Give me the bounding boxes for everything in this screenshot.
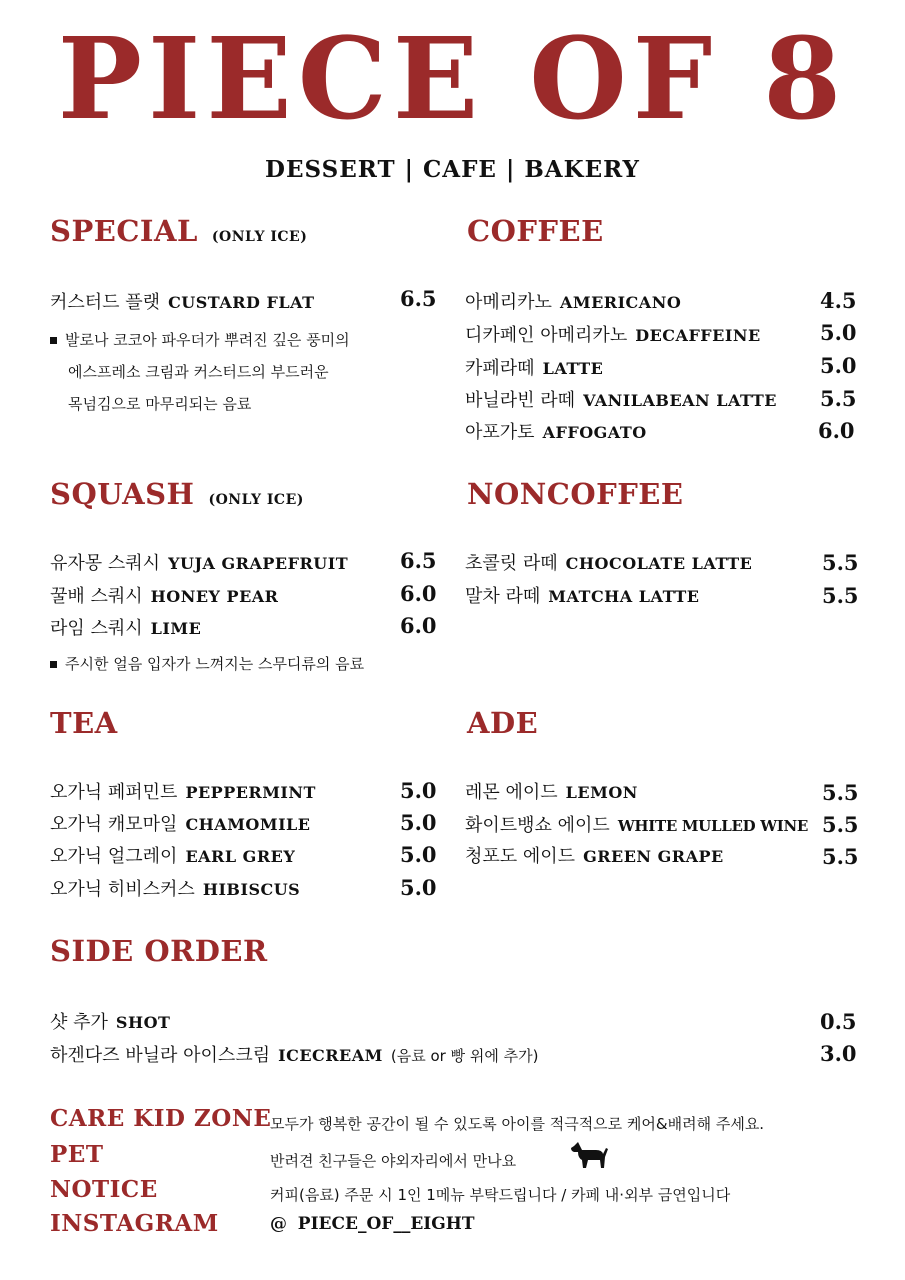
desc-line: 발로나 코코아 파우더가 뿌려진 깊은 풍미의 bbox=[65, 331, 350, 349]
item-kr: 아메리카노 bbox=[465, 292, 552, 313]
item-price: 6.0 bbox=[818, 418, 855, 443]
section-title-tea: TEA bbox=[50, 706, 118, 740]
menu-item-peppermint bbox=[50, 778, 316, 804]
item-note: (음료 or 빵 위에 추가) bbox=[390, 1047, 539, 1065]
item-en: PEPPERMINT bbox=[185, 783, 316, 802]
notice-text: 커피(음료) 주문 시 1인 1메뉴 부탁드립니다 / 카페 내·외부 금연입니다 bbox=[270, 1186, 731, 1204]
item-en: LIME bbox=[150, 619, 202, 638]
menu-item-latte bbox=[465, 354, 603, 380]
item-en: ICECREAM bbox=[278, 1046, 383, 1065]
menu-item-earl-grey bbox=[50, 842, 295, 868]
item-en: VANILABEAN LATTE bbox=[583, 391, 777, 410]
item-kr: 하겐다즈 바닐라 아이스크림 bbox=[50, 1045, 271, 1066]
item-price: 5.5 bbox=[820, 386, 857, 411]
item-en: GREEN GRAPE bbox=[583, 847, 724, 866]
bullet-icon bbox=[50, 337, 57, 344]
item-price: 6.5 bbox=[400, 548, 437, 573]
item-kr: 라임 스쿼시 bbox=[50, 618, 143, 639]
item-kr: 유자몽 스쿼시 bbox=[50, 553, 161, 574]
item-price: 5.0 bbox=[400, 842, 437, 867]
item-en: DECAFFEINE bbox=[635, 326, 761, 345]
menu-item-icecream bbox=[50, 1041, 538, 1067]
item-kr: 말차 라떼 bbox=[465, 586, 541, 607]
desc-line: 주시한 얼음 입자가 느껴지는 스무디류의 음료 bbox=[65, 655, 365, 673]
item-price: 6.5 bbox=[400, 286, 437, 311]
item-price: 5.5 bbox=[822, 812, 859, 837]
item-kr: 카페라떼 bbox=[465, 358, 535, 379]
item-kr: 디카페인 아메리카노 bbox=[465, 325, 628, 346]
squash-description bbox=[50, 648, 364, 680]
item-en: AMERICANO bbox=[559, 293, 682, 312]
menu-item-americano bbox=[465, 288, 681, 314]
item-kr: 커스터드 플랫 bbox=[50, 292, 161, 313]
bullet-icon bbox=[50, 661, 57, 668]
item-price: 6.0 bbox=[400, 613, 437, 638]
menu-item-lime bbox=[50, 614, 201, 640]
item-kr: 아포가토 bbox=[465, 422, 535, 443]
item-price: 5.5 bbox=[822, 844, 859, 869]
item-price: 0.5 bbox=[820, 1009, 857, 1034]
page-subtitle: DESSERT | CAFE | BAKERY bbox=[265, 156, 640, 183]
section-title-noncoffee: NONCOFFEE bbox=[467, 477, 684, 511]
pet-text: 반려견 친구들은 야외자리에서 만나요 bbox=[270, 1152, 517, 1170]
item-kr: 바닐라빈 라떼 bbox=[465, 390, 576, 411]
section-title-coffee: COFFEE bbox=[467, 214, 604, 248]
item-kr: 오가닉 페퍼민트 bbox=[50, 782, 178, 803]
section-title-ade: ADE bbox=[467, 706, 539, 740]
item-kr: 화이트뱅쇼 에이드 bbox=[465, 815, 610, 836]
at-icon: @ bbox=[270, 1214, 287, 1234]
pet-label: PET bbox=[50, 1141, 104, 1168]
item-en: EARL GREY bbox=[185, 847, 296, 866]
item-en: WHITE MULLED WINE bbox=[617, 817, 809, 835]
instagram-handle-row bbox=[270, 1214, 474, 1234]
menu-item-vanilabean-latte bbox=[465, 386, 777, 412]
dog-icon bbox=[568, 1140, 610, 1172]
item-price: 5.5 bbox=[822, 780, 859, 805]
instagram-handle[interactable]: PIECE_OF__EIGHT bbox=[297, 1214, 475, 1234]
item-en: AFFOGATO bbox=[542, 423, 647, 442]
desc-line: 목넘김으로 마무리되는 음료 bbox=[68, 395, 252, 413]
item-en: LATTE bbox=[542, 359, 604, 378]
item-en: YUJA GRAPEFRUIT bbox=[168, 554, 349, 573]
menu-item-lemon bbox=[465, 778, 638, 804]
item-price: 4.5 bbox=[820, 288, 857, 313]
menu-item-hibiscus bbox=[50, 875, 300, 901]
special-description bbox=[50, 324, 350, 420]
item-kr: 오가닉 히비스커스 bbox=[50, 879, 195, 900]
item-en: HONEY PEAR bbox=[150, 587, 279, 606]
item-kr: 꿀배 스쿼시 bbox=[50, 586, 143, 607]
page-title: PIECE OF 8 bbox=[57, 14, 848, 145]
item-price: 3.0 bbox=[820, 1041, 857, 1066]
special-title: SPECIAL bbox=[50, 214, 198, 248]
item-price: 5.0 bbox=[820, 353, 857, 378]
item-en: SHOT bbox=[115, 1013, 171, 1032]
item-en: CHOCOLATE LATTE bbox=[565, 554, 753, 573]
menu-item-custard-flat bbox=[50, 288, 315, 314]
item-price: 5.0 bbox=[400, 875, 437, 900]
special-note: (ONLY ICE) bbox=[211, 229, 308, 245]
item-kr: 오가닉 캐모마일 bbox=[50, 814, 178, 835]
item-en: CHAMOMILE bbox=[185, 815, 311, 834]
menu-item-yuja-grapefruit bbox=[50, 549, 348, 575]
item-en: HIBISCUS bbox=[202, 880, 301, 899]
care-kid-zone-label: CARE KID ZONE bbox=[50, 1105, 272, 1132]
instagram-label: INSTAGRAM bbox=[50, 1210, 219, 1237]
menu-item-honey-pear bbox=[50, 582, 278, 608]
section-title-squash bbox=[50, 477, 304, 511]
item-en: LEMON bbox=[565, 783, 638, 802]
item-en: MATCHA LATTE bbox=[548, 587, 700, 606]
item-price: 5.0 bbox=[400, 810, 437, 835]
menu-item-chocolate-latte bbox=[465, 549, 752, 575]
item-kr: 오가닉 얼그레이 bbox=[50, 846, 178, 867]
item-price: 5.0 bbox=[820, 320, 857, 345]
notice-label: NOTICE bbox=[50, 1176, 158, 1203]
menu-item-green-grape bbox=[465, 842, 724, 868]
menu-item-chamomile bbox=[50, 810, 311, 836]
item-kr: 샷 추가 bbox=[50, 1012, 108, 1033]
item-en: CUSTARD FLAT bbox=[168, 293, 315, 312]
squash-title: SQUASH bbox=[50, 477, 195, 511]
menu-item-affogato bbox=[465, 418, 647, 444]
item-price: 6.0 bbox=[400, 581, 437, 606]
menu-item-matcha-latte bbox=[465, 582, 700, 608]
item-price: 5.0 bbox=[400, 778, 437, 803]
menu-item-decaffeine bbox=[465, 321, 761, 347]
squash-note: (ONLY ICE) bbox=[208, 492, 304, 508]
care-kid-zone-text: 모두가 행복한 공간이 될 수 있도록 아이를 적극적으로 케어&배려해 주세요. bbox=[270, 1115, 765, 1133]
menu-item-white-mulled-wine bbox=[465, 811, 808, 837]
desc-line: 에스프레소 크림과 커스터드의 부드러운 bbox=[68, 363, 329, 381]
item-price: 5.5 bbox=[822, 583, 859, 608]
section-title-special bbox=[50, 214, 307, 248]
item-kr: 레몬 에이드 bbox=[465, 782, 558, 803]
item-price: 5.5 bbox=[822, 550, 859, 575]
section-title-side-order: SIDE ORDER bbox=[50, 934, 268, 968]
item-kr: 초콜릿 라떼 bbox=[465, 553, 558, 574]
item-kr: 청포도 에이드 bbox=[465, 846, 576, 867]
menu-item-shot bbox=[50, 1008, 170, 1034]
